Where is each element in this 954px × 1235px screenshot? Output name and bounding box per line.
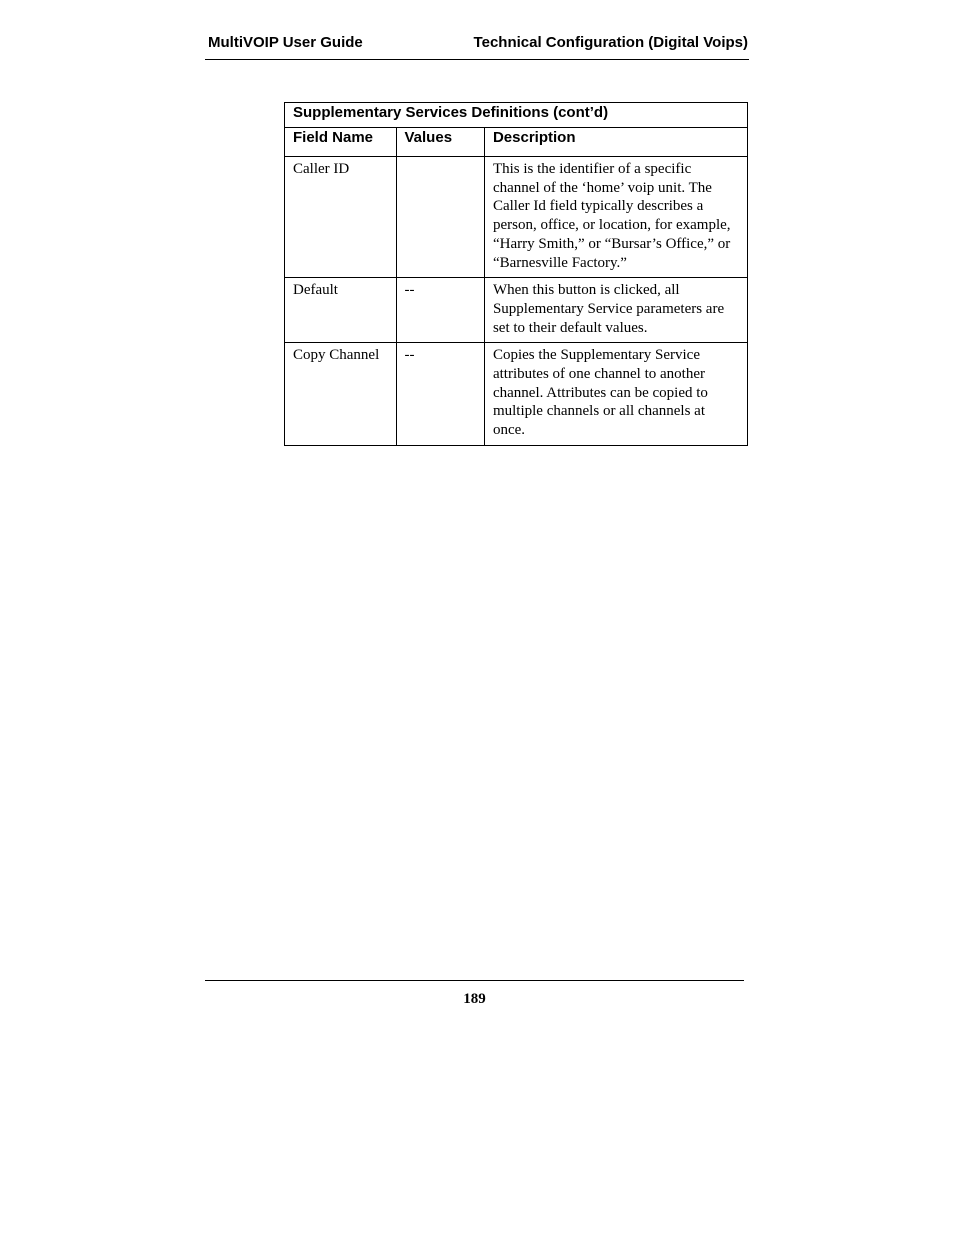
field-name-cell: Copy Channel xyxy=(285,343,397,446)
description-cell: This is the identifier of a specific channel of the ‘home’ voip unit. The Caller Id field typically describes a person, office, or location, for example, “Harry Smith,” or “Bursar’s Office,” or “Barnesville Factory.” xyxy=(484,157,747,278)
table-row xyxy=(285,157,748,278)
page-header xyxy=(205,33,749,60)
column-header-field-name: Field Name xyxy=(285,128,397,157)
guide-title: MultiVOIP User Guide xyxy=(208,34,363,51)
field-name-cell: Default xyxy=(285,278,397,343)
table-row xyxy=(285,343,748,446)
values-cell xyxy=(396,157,484,278)
page-number: 189 xyxy=(463,991,486,1007)
column-header-description: Description xyxy=(484,128,747,157)
section-title: Technical Configuration (Digital Voips) xyxy=(473,34,748,51)
values-cell: -- xyxy=(396,343,484,446)
field-name-cell: Caller ID xyxy=(285,157,397,278)
column-header-values: Values xyxy=(396,128,484,157)
table-row xyxy=(285,278,748,343)
footer-divider xyxy=(205,980,744,981)
table-header-row xyxy=(285,128,748,157)
values-cell: -- xyxy=(396,278,484,343)
description-cell: Copies the Supplementary Service attributes of one channel to another channel. Attributes can be copied to multiple channels or all channels at once. xyxy=(484,343,747,446)
supplementary-services-table xyxy=(284,102,748,446)
table-caption: Supplementary Services Definitions (cont’d) xyxy=(285,103,748,128)
table-caption-row xyxy=(285,103,748,128)
description-cell: When this button is clicked, all Supplementary Service parameters are set to their default values. xyxy=(484,278,747,343)
